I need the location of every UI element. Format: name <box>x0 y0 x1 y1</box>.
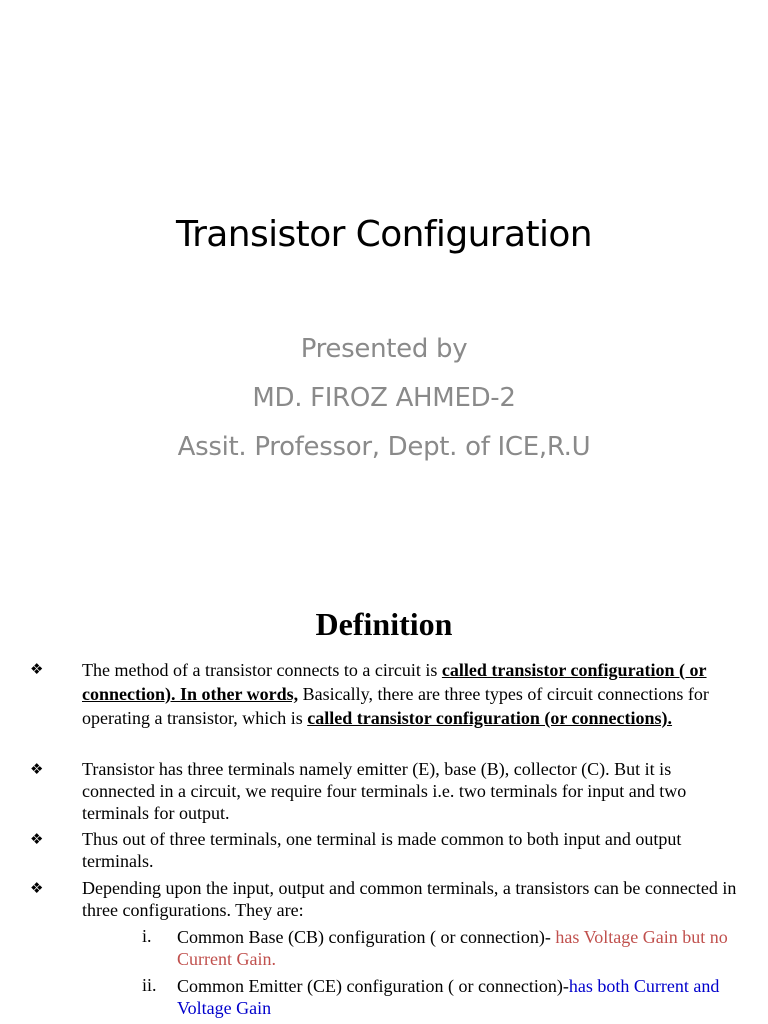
paragraph-common-terminal: Thus out of three terminals, one terminal is made common to both input and output terminals. <box>82 829 682 871</box>
definition-slide <box>0 576 768 1024</box>
paragraph-terminals: Transistor has three terminals namely emitter (E), base (B), collector (C). But it is connected in a circuit, we require four terminals i.e. two terminals for input and two terminals for output. <box>82 759 687 823</box>
list-item-common-emitter: Common Emitter (CE) configuration ( or connection)-has both Current and Voltage Gain <box>177 976 720 1018</box>
bullet-icon: ❖ <box>30 760 44 778</box>
bullet-icon: ❖ <box>30 660 44 678</box>
slide-title: Transistor Configuration <box>175 214 593 255</box>
list-item-common-base: Common Base (CB) configuration ( or connection)- has Voltage Gain but no Current Gain. <box>177 927 728 969</box>
author-name: MD. FIROZ AHMED-2 <box>252 383 516 413</box>
definition-heading: Definition <box>315 606 453 642</box>
list-number: ii. <box>142 975 157 995</box>
list-number: i. <box>142 926 152 946</box>
bullet-icon: ❖ <box>30 879 44 897</box>
author-affiliation: Assit. Professor, Dept. of ICE,R.U <box>177 432 591 462</box>
paragraph-method: The method of a transistor connects to a circuit is called transistor configuration ( or connection). In other words, Basically, there are three types of circuit connections for operating a transistor, which is called transistor configuration (or connections). <box>82 660 709 728</box>
paragraph-configurations: Depending upon the input, output and common terminals, a transistors can be connected in three configurations. They are: <box>82 878 737 920</box>
bullet-icon: ❖ <box>30 830 44 848</box>
presented-by: Presented by <box>300 334 468 364</box>
